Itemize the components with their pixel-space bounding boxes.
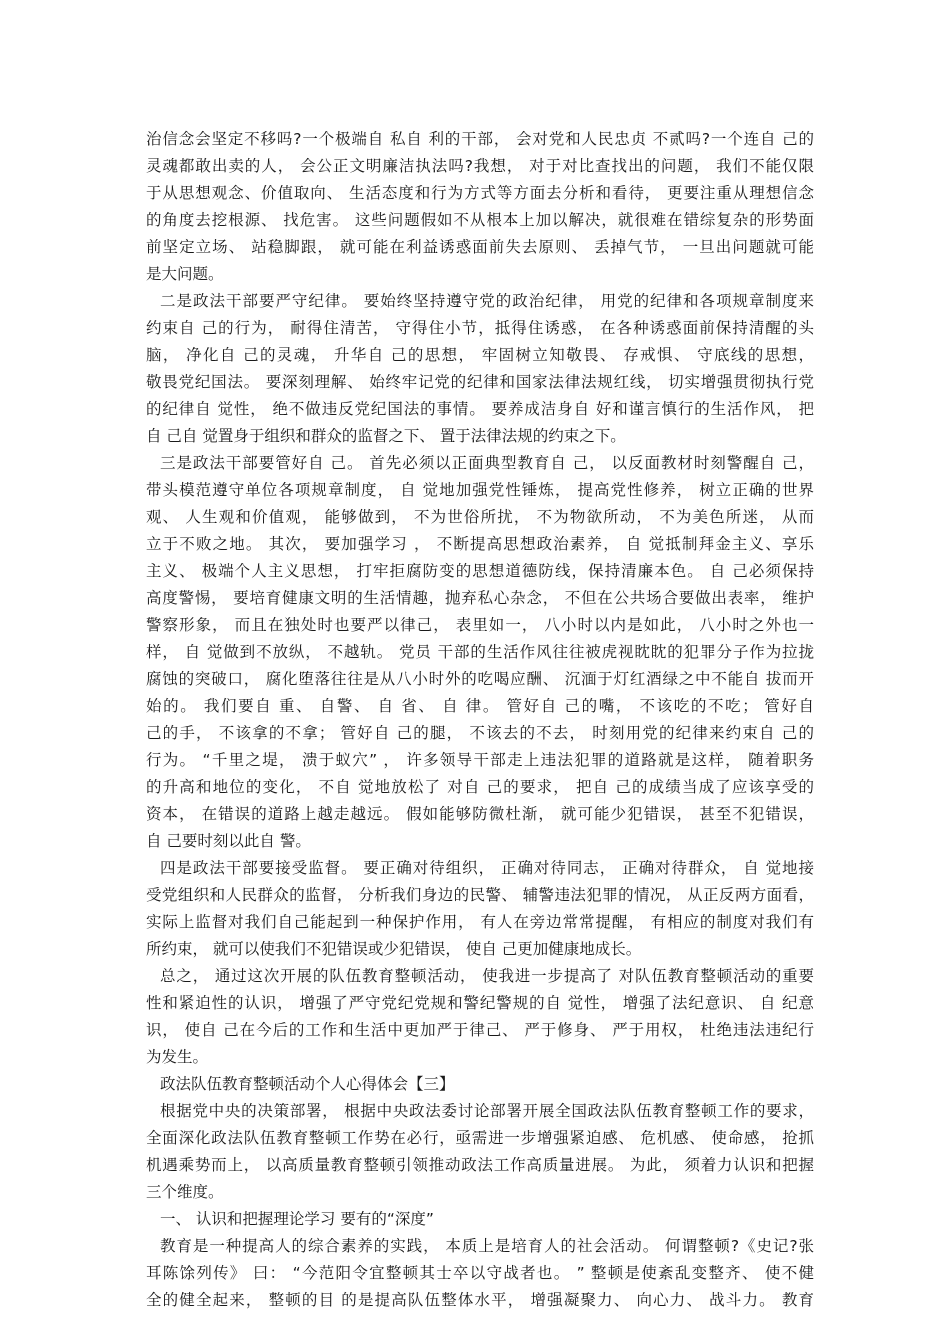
text-line: 的角度去挖根源、 找危害。 这些问题假如不从根本上加以解决，就很难在错综复杂的形势面 bbox=[146, 211, 814, 229]
text-line: 的纪律自 觉性， 绝不做违反党纪国法的事情。 要养成洁身自 好和谨言慎行的生活作风， 把 bbox=[146, 400, 814, 418]
text-line: 的升高和地位的变化， 不自 觉地放松了 对自 己的要求， 把自 己的成绩当成了应该享受的 bbox=[146, 778, 814, 796]
text-line: 自 己要时刻以此自 警。 bbox=[146, 832, 311, 850]
text-line: 根据党中央的决策部署， 根据中央政法委讨论部署开展全国政法队伍教育整顿工作的要求， bbox=[160, 1102, 814, 1120]
text-line: 耳陈馀列传》 曰： “今范阳令宜整顿其士卒以守战者也。 ” 整顿是使紊乱变整齐、 使不健 bbox=[146, 1264, 814, 1282]
text-line: 带头模范遵守单位各项规章制度， 自 觉地加强党性锤炼， 提高党性修养， 树立正确的世界 bbox=[146, 481, 814, 499]
text-line: 受党组织和人民群众的监督， 分析我们身边的民警、 辅警违法犯罪的情况， 从正反两方面看， bbox=[146, 886, 814, 904]
text-line: 为发生。 bbox=[146, 1048, 209, 1066]
text-line: 全的健全起来， 整顿的目 的是提高队伍整体水平， 增强凝聚力、 向心力、 战斗力。 教育 bbox=[146, 1291, 814, 1309]
text-line: 腐蚀的突破口， 腐化堕落往往是从八小时外的吃喝应酬、 沉湎于灯红酒绿之中不能自 拔而开 bbox=[146, 670, 814, 688]
text-line: 机遇乘势而上， 以高质量教育整顿引领推动政法工作高质量进展。 为此， 须着力认识和把握 bbox=[146, 1156, 814, 1174]
text-line: 敬畏党纪国法。 要深刻理解、 始终牢记党的纪律和国家法律法规红线， 切实增强贯彻执行党 bbox=[146, 373, 814, 391]
document-body bbox=[146, 126, 814, 1314]
text-line: 实际上监督对我们自己能起到一种保护作用， 有人在旁边常常提醒， 有相应的制度对我们有 bbox=[146, 913, 814, 931]
text-line: 教育是一种提高人的综合素养的实践， 本质上是培育人的社会活动。 何谓整顿?《史记?张 bbox=[160, 1237, 814, 1255]
text-line: 性和紧迫性的认识， 增强了严守党纪党规和警纪警规的自 觉性， 增强了法纪意识、 自 纪意 bbox=[146, 994, 814, 1012]
text-line: 全面深化政法队伍教育整顿工作势在必行，亟需进一步增强紧迫感、 危机感、 使命感， 抢抓 bbox=[146, 1129, 814, 1147]
text-line: 样， 自 觉做到不放纵， 不越轨。 党员 干部的生活作风往往被虎视眈眈的犯罪分子作为拉拢 bbox=[146, 643, 814, 661]
text-line: 资本， 在错误的道路上越走越远。 假如能够防微杜渐， 就可能少犯错误， 甚至不犯错误， bbox=[146, 805, 814, 823]
text-line: 观、 人生观和价值观， 能够做到， 不为世俗所扰， 不为物欲所动， 不为美色所迷， 从而 bbox=[146, 508, 814, 526]
text-line: 始的。 我们要自 重、 自警、 自 省、 自 律。 管好自 己的嘴， 不该吃的不吃； 管好自 bbox=[146, 697, 814, 715]
text-line: 所约束， 就可以使我们不犯错误或少犯错误， 使自 己更加健康地成长。 bbox=[146, 940, 642, 958]
text-line: 高度警惕， 要培育健康文明的生活情趣，抛弃私心杂念， 不但在公共场合要做出表率， 维护 bbox=[146, 589, 814, 607]
text-line: 警察形象， 而且在独处时也要严以律己， 表里如一， 八小时以内是如此， 八小时之外也一 bbox=[146, 616, 814, 634]
text-line: 前坚定立场、 站稳脚跟， 就可能在利益诱惑面前失去原则、 丢掉气节， 一旦出问题就可能 bbox=[146, 238, 814, 256]
text-line: 治信念会坚定不移吗?一个极端自 私自 利的干部， 会对党和人民忠贞 不贰吗?一个连自 己的 bbox=[146, 130, 814, 148]
text-line: 二是政法干部要严守纪律。 要始终坚持遵守党的政治纪律， 用党的纪律和各项规章制度来 bbox=[160, 292, 814, 310]
text-line: 是大问题。 bbox=[146, 265, 224, 283]
text-line: 行为。 “千里之堤， 溃于蚁穴” ， 许多领导干部走上违法犯罪的道路就是这样， 随着职务 bbox=[146, 751, 814, 769]
text-line: 约束自 己的行为， 耐得住清苦， 守得住小节，抵得住诱惑， 在各种诱惑面前保持清醒的头 bbox=[146, 319, 814, 337]
text-line: 己的手， 不该拿的不拿； 管好自 己的腿， 不该去的不去， 时刻用党的纪律来约束自 己的 bbox=[146, 724, 814, 742]
text-line: 主义、 极端个人主义思想， 打牢拒腐防变的思想道德防线，保持清廉本色。 自 己必须保持 bbox=[146, 562, 814, 580]
text-line: 自 己自 觉置身于组织和群众的监督之下、 置于法律法规的约束之下。 bbox=[146, 427, 626, 445]
text-line: 三个维度。 bbox=[146, 1183, 224, 1201]
text-line: 一、 认识和把握理论学习 要有的“深度” bbox=[160, 1210, 434, 1228]
text-line: 四是政法干部要接受监督。 要正确对待组织， 正确对待同志， 正确对待群众， 自 觉地接 bbox=[160, 859, 814, 877]
text-line: 总之， 通过这次开展的队伍教育整顿活动， 使我进一步提高了 对队伍教育整顿活动的重要 bbox=[160, 967, 814, 985]
text-line: 三是政法干部要管好自 己。 首先必须以正面典型教育自 己， 以反面教材时刻警醒自 己， bbox=[160, 454, 814, 472]
text-line: 立于不败之地。 其次， 要加强学习 ， 不断提高思想政治素养， 自 觉抵制拜金主义、享乐 bbox=[146, 535, 814, 553]
text-line: 政法队伍教育整顿活动个人心得体会【三】 bbox=[160, 1075, 455, 1093]
text-line: 于从思想观念、价值取向、 生活态度和行为方式等方面去分析和看待， 更要注重从理想信念 bbox=[146, 184, 814, 202]
text-line: 脑， 净化自 己的灵魂， 升华自 己的思想， 牢固树立知敬畏、 存戒惧、 守底线的思想， bbox=[146, 346, 814, 364]
text-line: 识， 使自 己在今后的工作和生活中更加严于律己、 严于修身、 严于用权， 杜绝违法违纪行 bbox=[146, 1021, 814, 1039]
text-line: 灵魂都敢出卖的人， 会公正文明廉洁执法吗?我想， 对于对比查找出的问题， 我们不能仅限 bbox=[146, 157, 814, 175]
